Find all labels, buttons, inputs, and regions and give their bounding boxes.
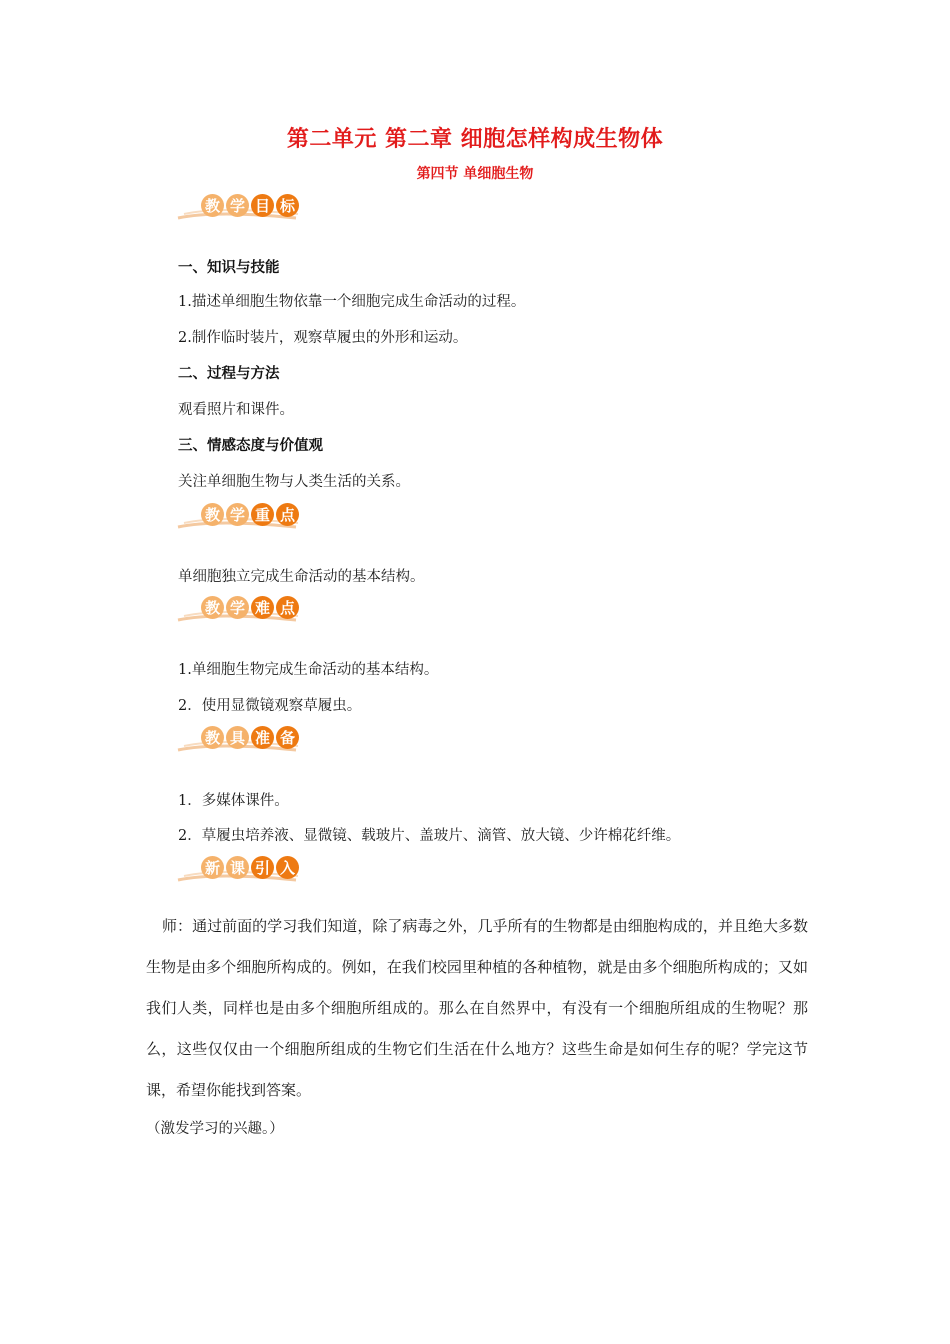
banner-char: 目 [251,194,274,217]
banner-char: 引 [251,856,274,879]
banner-char: 课 [226,856,249,879]
banner-char: 教 [201,596,224,619]
banner-char: 重 [251,503,274,526]
banner-char: 标 [276,194,299,217]
heading-attitude-values: 三、情感态度与价值观 [178,438,323,454]
key-point-item: 单细胞独立完成生命活动的基本结构。 [178,569,425,585]
banner-char: 学 [226,503,249,526]
difficulty-item: 1.单细胞生物完成生命活动的基本结构。 [178,662,439,678]
banner-char: 教 [201,194,224,217]
banner-char: 学 [226,194,249,217]
heading-process-methods: 二、过程与方法 [178,366,280,382]
material-item: 2．草履虫培养液、显微镜、载玻片、盖玻片、滴管、放大镜、少许棉花纤维。 [178,828,681,844]
banner-char: 入 [276,856,299,879]
difficulty-item: 2．使用显微镜观察草履虫。 [178,698,362,714]
material-item: 1．多媒体课件。 [178,793,289,809]
objective-item: 2.制作临时装片，观察草履虫的外形和运动。 [178,330,468,346]
banner-char: 新 [201,856,224,879]
banner-materials [176,724,306,756]
objective-item: 1.描述单细胞生物依靠一个细胞完成生命活动的过程。 [178,294,526,310]
intro-note: （激发学习的兴趣。） [146,1121,284,1137]
banner-difficulties [176,594,306,626]
banner-lesson-intro [176,854,306,886]
banner-char: 难 [251,596,274,619]
intro-text: 师：通过前面的学习我们知道，除了病毒之外，几乎所有的生物都是由细胞构成的，并且绝大多数生物是由多个细胞所构成的。例如，在我们校园里种植的各种植物，就是由多个细胞所构成的；又如我们人类，同样也是由多个细胞所组成的。那么在自然界中，有没有一个细胞所组成的生物呢？那么，这些仅仅由一个细胞所组成的生物它们生活在什么地方？这些生命是如何生存的呢？学完这节课，希望你能找到答案。 [146,917,808,1099]
banner-char: 教 [201,503,224,526]
banner-key-points [176,501,306,533]
section-subtitle: 第四节 单细胞生物 [416,166,534,182]
page-title: 第二单元 第二章 细胞怎样构成生物体 [286,127,664,152]
banner-char: 准 [251,726,274,749]
banner-char: 具 [226,726,249,749]
heading-knowledge-skills: 一、知识与技能 [178,260,280,276]
intro-paragraph [146,906,808,1111]
objective-item: 关注单细胞生物与人类生活的关系。 [178,474,410,490]
banner-char: 点 [276,596,299,619]
banner-char: 教 [201,726,224,749]
banner-char: 学 [226,596,249,619]
banner-teaching-objectives [176,192,306,224]
banner-char: 备 [276,726,299,749]
objective-item: 观看照片和课件。 [178,402,294,418]
banner-char: 点 [276,503,299,526]
